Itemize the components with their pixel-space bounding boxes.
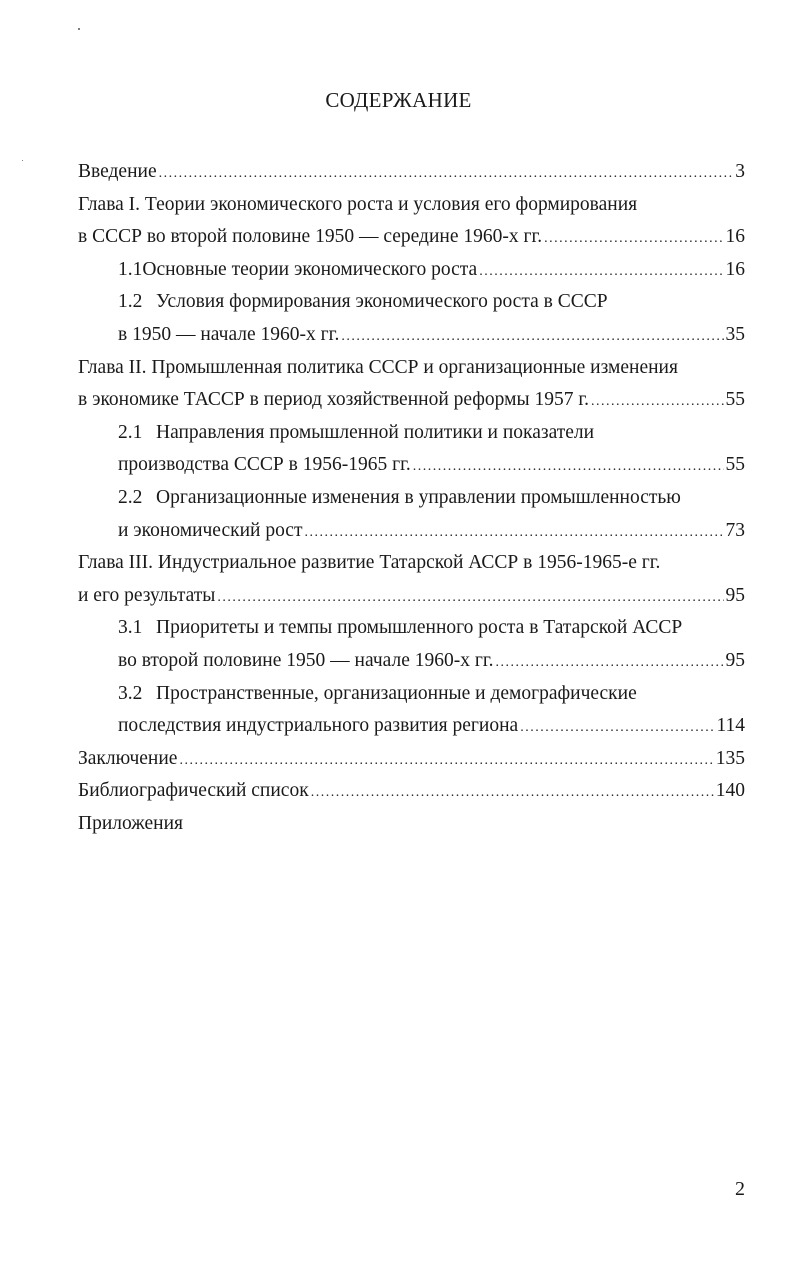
toc-entry-text: Заключение <box>78 747 178 769</box>
section-number: 1.1 <box>118 258 143 280</box>
table-of-contents <box>78 156 745 840</box>
toc-page-number: 95 <box>725 649 745 671</box>
section-number: 1.2 <box>118 291 143 313</box>
toc-chapter-3-heading-cont[interactable] <box>78 580 745 613</box>
dot-leader <box>305 517 724 550</box>
scan-speck <box>78 28 80 30</box>
dot-leader <box>544 223 723 256</box>
toc-section-1-2-cont[interactable] <box>78 319 745 352</box>
toc-section-3-2[interactable] <box>78 678 745 711</box>
toc-chapter-1-heading[interactable] <box>78 189 745 222</box>
dot-leader <box>520 712 714 745</box>
toc-page-number: 55 <box>725 454 745 476</box>
toc-entry-text: Организационные изменения в управлении промышленностью <box>156 486 681 508</box>
toc-section-1-2[interactable] <box>78 286 745 319</box>
toc-page-number: 73 <box>725 519 745 541</box>
toc-entry-text: Приложения <box>78 812 183 834</box>
toc-section-3-2-cont[interactable] <box>78 710 745 743</box>
toc-page-number: 35 <box>725 323 745 345</box>
toc-entry-text: Приоритеты и темпы промышленного роста в Татарской АССР <box>156 617 683 639</box>
toc-section-2-2-cont[interactable] <box>78 515 745 548</box>
toc-chapter-1-heading-cont[interactable] <box>78 221 745 254</box>
toc-page-number: 140 <box>715 780 745 802</box>
toc-entry-text: в 1950 — начале 1960-х гг. <box>118 323 340 345</box>
page-title: СОДЕРЖАНИЕ <box>325 88 472 112</box>
toc-section-3-1[interactable] <box>78 612 745 645</box>
toc-section-2-1[interactable] <box>78 417 745 450</box>
section-number: 2.1 <box>118 421 143 443</box>
toc-entry-text: Библиографический список <box>78 780 309 802</box>
toc-entry-text: и его результаты <box>78 584 216 606</box>
section-number: 3.1 <box>118 617 143 639</box>
toc-entry-text: Условия формирования экономического роста в СССР <box>156 291 608 313</box>
dot-leader <box>159 158 734 191</box>
toc-entry-text: последствия индустриального развития региона <box>118 715 519 737</box>
toc-page-number: 135 <box>715 747 745 769</box>
toc-entry-text: Основные теории экономического роста <box>142 258 478 280</box>
dot-leader <box>496 647 724 680</box>
toc-page-number: 3 <box>735 161 745 182</box>
toc-entry-bibliography[interactable] <box>78 775 745 808</box>
section-number: 3.2 <box>118 682 143 704</box>
page-number: 2 <box>735 1178 745 1200</box>
toc-section-3-1-cont[interactable] <box>78 645 745 678</box>
toc-entry-text: Глава II. Промышленная политика СССР и организационные изменения <box>78 356 678 378</box>
toc-page-number: 55 <box>725 389 745 411</box>
toc-entry-text: Направления промышленной политики и показатели <box>156 421 595 443</box>
section-number: 2.2 <box>118 486 143 508</box>
dot-leader <box>179 745 713 778</box>
toc-entry-conclusion[interactable] <box>78 743 745 776</box>
toc-entry-text: Пространственные, организационные и демографические <box>156 682 637 704</box>
toc-page-number: 114 <box>716 715 745 737</box>
dot-leader <box>341 321 723 354</box>
toc-page-number: 16 <box>725 226 745 248</box>
toc-page-number: 16 <box>725 258 745 280</box>
toc-entry-text: в экономике ТАССР в период хозяйственной реформы 1957 г. <box>78 389 589 411</box>
toc-entry-text: Глава III. Индустриальное развитие Татарской АССР в 1956-1965-е гг. <box>78 552 661 574</box>
toc-entry-text: производства СССР в 1956-1965 гг. <box>118 454 411 476</box>
toc-entry-appendices[interactable] <box>78 808 745 841</box>
toc-entry-text: во второй половине 1950 — начале 1960-х гг. <box>118 649 494 671</box>
toc-section-2-1-cont[interactable] <box>78 449 745 482</box>
toc-entry-text: в СССР во второй половине 1950 — середине 1960-х гг. <box>78 226 543 248</box>
toc-entry-introduction[interactable] <box>78 156 745 189</box>
toc-chapter-2-heading-cont[interactable] <box>78 384 745 417</box>
dot-leader <box>591 386 724 419</box>
scan-speck <box>22 160 23 161</box>
toc-page-number: 95 <box>725 584 745 606</box>
toc-entry-text: Глава I. Теории экономического роста и условия его формирования <box>78 193 638 215</box>
dot-leader <box>479 256 723 289</box>
toc-section-2-2[interactable] <box>78 482 745 515</box>
dot-leader <box>413 451 724 484</box>
dot-leader <box>311 777 714 810</box>
toc-entry-text: Введение <box>78 161 157 182</box>
toc-section-1-1[interactable] <box>78 254 745 287</box>
toc-entry-text: и экономический рост <box>118 519 303 541</box>
toc-chapter-3-heading[interactable] <box>78 547 745 580</box>
toc-chapter-2-heading[interactable] <box>78 352 745 385</box>
dot-leader <box>217 582 723 615</box>
